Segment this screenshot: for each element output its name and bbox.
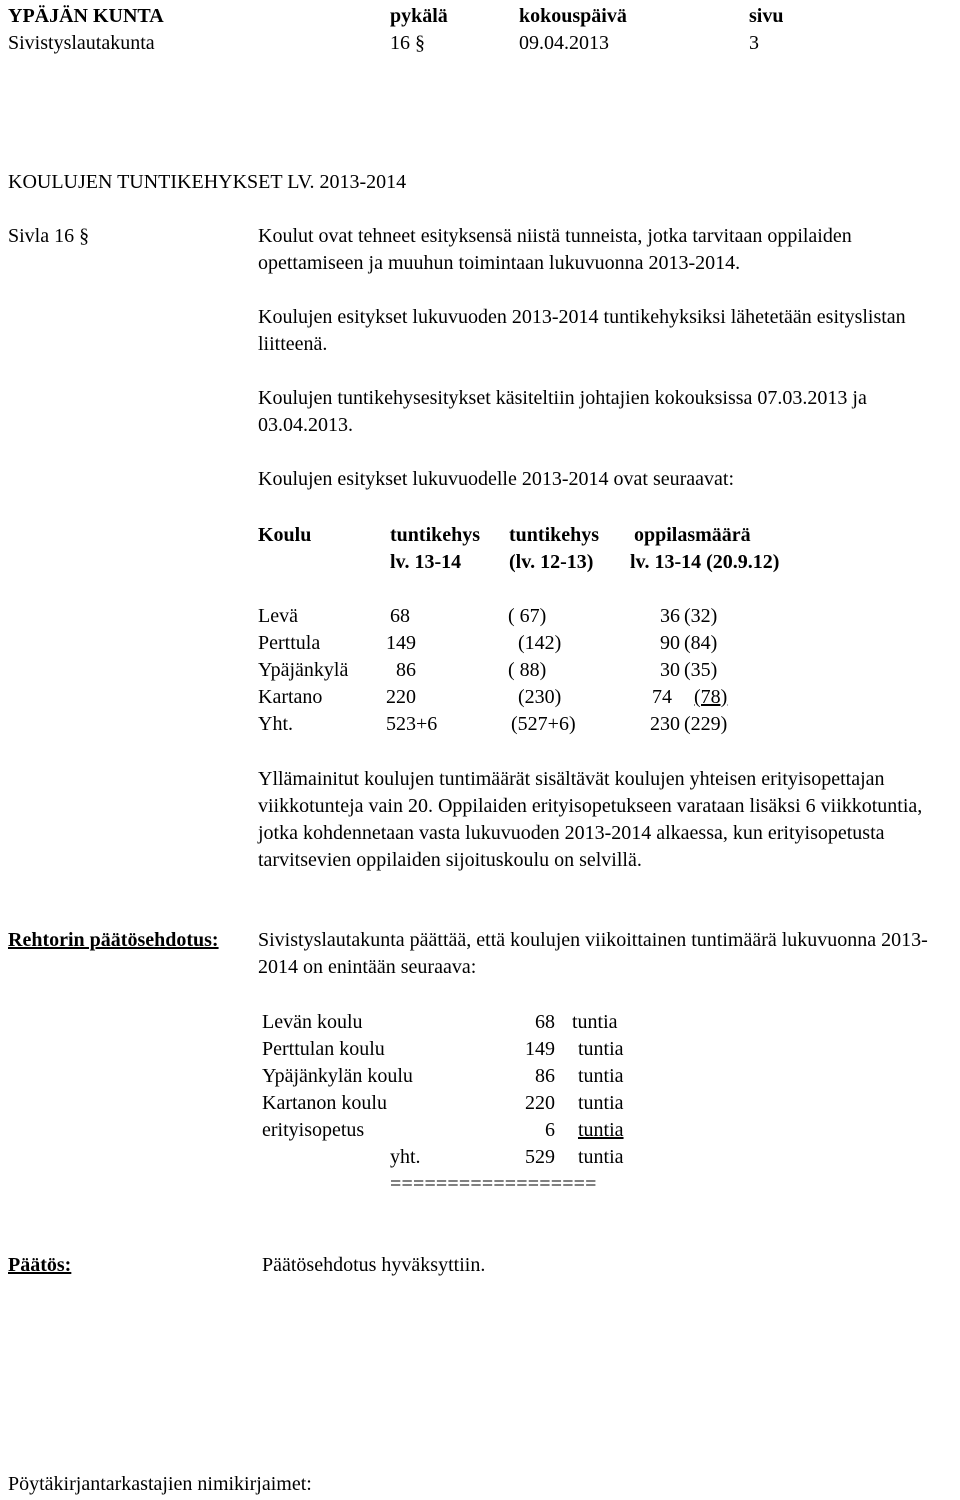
table-row-hours: 86 — [396, 659, 416, 681]
section-reference: Sivla 16 § — [8, 225, 90, 247]
table-row-school: Ypäjänkylä — [258, 659, 349, 681]
table-row-prev: (230) — [518, 686, 562, 708]
allocation-total-label: yht. — [390, 1146, 421, 1168]
table-row-prev: ( 88) — [508, 659, 547, 681]
table-row-school: Levä — [258, 605, 298, 627]
list-item-hours: 68 — [535, 1011, 555, 1033]
table-row-hours: 149 — [386, 632, 416, 654]
total-row-pupils-prev: (229) — [684, 713, 728, 735]
list-item-unit: tuntia — [578, 1119, 624, 1141]
list-item-name: Ypäjänkylän koulu — [262, 1065, 413, 1087]
header-pupils: oppilasmäärä — [634, 524, 751, 546]
table-row-pupils: 74 — [652, 686, 672, 708]
total-row-pupils: 230 — [650, 713, 680, 735]
total-row-prev: (527+6) — [511, 713, 576, 735]
header-hours-year: lv. 13-14 — [390, 551, 462, 573]
list-item-name: Levän koulu — [262, 1011, 363, 1033]
table-row-hours: 220 (230) 74 (78) — [386, 684, 744, 711]
total-row-label: Yht. — [258, 713, 293, 735]
table-row-pupils-prev: (84) — [684, 632, 718, 654]
table-row-pupils: 36 — [660, 605, 680, 627]
meeting-date: 09.04.2013 — [519, 32, 609, 54]
table-row-school: Perttula — [258, 632, 321, 654]
table-row-prev: ( 67) — [508, 605, 547, 627]
table-row-pupils: 30 — [660, 659, 680, 681]
paragraph-3: Koulujen tuntikehysesitykset käsiteltiin johtajien kokouksissa 07.03.2013 ja 03.04.2013. — [258, 387, 867, 436]
header-pupils-year: lv. 13-14 (20.9.12) — [630, 551, 780, 573]
decision-text: Päätösehdotus hyväksyttiin. — [262, 1254, 486, 1276]
paragraph-1: Koulut ovat tehneet esityksensä niistä tunneista, jotka tarvitaan oppilaiden opettamiseen ja muuhun toimintaan lukuvuonna 2013-2014. — [258, 225, 852, 274]
header-school: Koulu — [258, 524, 312, 546]
page-column-label: sivu — [749, 5, 784, 27]
section-number: 16 § — [390, 32, 425, 54]
section-column-label: pykälä — [390, 5, 448, 27]
footer-initials-label: Pöytäkirjantarkastajien nimikirjaimet: — [8, 1473, 312, 1495]
list-item-hours: 149 — [525, 1038, 555, 1060]
table-row-pupils-prev: (32) — [684, 605, 718, 627]
list-item-unit: tuntia — [578, 1038, 624, 1060]
list-item-name: Perttulan koulu — [262, 1038, 385, 1060]
list-item-hours: 220 — [525, 1092, 555, 1114]
proposal-text: Sivistyslautakunta päättää, että koulujen viikoittainen tuntimäärä lukuvuonna 2013-2014 on enintään seuraava: — [258, 929, 928, 978]
allocation-total-hours: 529 — [525, 1146, 555, 1168]
table-row-school: Kartano — [258, 686, 323, 708]
paragraph-2: Koulujen esitykset lukuvuoden 2013-2014 tuntikehyksiksi lähetetään esityslistan liitteenä. — [258, 306, 906, 355]
list-item-unit: tuntia — [572, 1011, 618, 1033]
table-row-hours: 68 — [390, 605, 410, 627]
header-prev-hours: tuntikehys — [509, 524, 600, 546]
municipality-name: YPÄJÄN KUNTA — [8, 5, 164, 27]
table-row-pupils-prev: (35) — [684, 659, 718, 681]
table-row-prev: (142) — [518, 632, 562, 654]
date-column-label: kokouspäivä — [519, 5, 627, 27]
header-hours: tuntikehys — [390, 524, 481, 546]
board-name: Sivistyslautakunta — [8, 32, 155, 54]
total-row-hours: 523+6 — [386, 713, 438, 735]
list-item-name: erityisopetus — [262, 1119, 365, 1141]
list-item-unit: tuntia — [578, 1092, 624, 1114]
document-title: KOULUJEN TUNTIKEHYKSET LV. 2013-2014 — [8, 171, 407, 193]
table-row-pupils-prev: (78) — [694, 686, 728, 708]
proposal-label: Rehtorin päätösehdotus: — [8, 929, 219, 951]
note-paragraph: Yllämainitut koulujen tuntimäärät sisältävät koulujen yhteisen erityisopettajan viikkotunteja vain 20. Oppilaiden erityisopetukseen varataan lisäksi 6 viikkotuntia, jotka kohdennetaan vasta lukuvuoden 2013-2014 alkaessa, kun erityisopetusta tarvitsevien oppilaiden sijoituskoulu on selvillä. — [258, 768, 923, 871]
double-rule: ================== — [390, 1173, 597, 1195]
allocation-total-unit: tuntia — [578, 1146, 624, 1168]
header-prev-hours-year: (lv. 12-13) — [509, 551, 594, 573]
list-item-hours: 6 tuntia — [545, 1119, 624, 1141]
list-item-hours: 86 — [535, 1065, 555, 1087]
list-item-name: Kartanon koulu — [262, 1092, 387, 1114]
page-number: 3 — [749, 32, 759, 54]
list-item-unit: tuntia — [578, 1065, 624, 1087]
decision-label: Päätös: — [8, 1254, 72, 1276]
paragraph-4: Koulujen esitykset lukuvuodelle 2013-2014 ovat seuraavat: — [258, 468, 735, 490]
table-row-pupils: 90 — [660, 632, 680, 654]
